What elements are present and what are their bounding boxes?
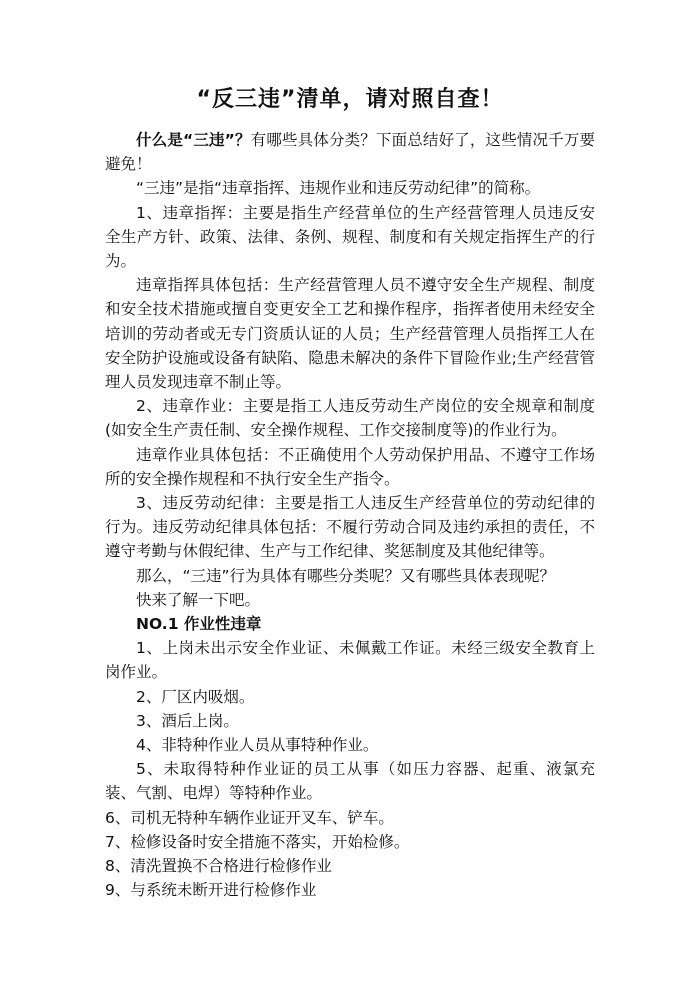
page-title: “反三违”清单，请对照自查！ (196, 87, 504, 112)
list-item: 2、厂区内吸烟。 (136, 687, 255, 706)
document-body (105, 128, 595, 903)
question-paragraph: 那么，“三违”行为具体有哪些分类呢？又有哪些具体表现呢？ (136, 566, 556, 585)
item2-detail-paragraph: 违章作业具体包括：不正确使用个人劳动保护用品、不遵守工作场所的安全操作规程和不执行安全生产指令。 (105, 445, 595, 488)
list-item: 9、与系统未断开进行检修作业 (105, 881, 317, 900)
intro-lead: 什么是“三违”？ (136, 131, 251, 149)
section-heading: NO.1 作业性违章 (136, 615, 262, 634)
intro-rest: 有哪些具体分类？下面总结好了，这些情况千万要避免！ (105, 131, 595, 174)
list-item: 7、检修设备时安全措施不落实，开始检修。 (105, 832, 410, 851)
list-item: 3、酒后上岗。 (136, 711, 239, 730)
prompt-paragraph: 快来了解一下吧。 (136, 590, 261, 609)
item1-paragraph: 1、违章指挥：主要是指生产经营单位的生产经营管理人员违反安全生产方针、政策、法律、条例、规程、制度和有关规定指挥生产的行为。 (105, 203, 595, 271)
intro-paragraph (105, 128, 595, 176)
definition-paragraph: “三违”是指“违章指挥、违规作业和违反劳动纪律”的简称。 (136, 179, 541, 198)
item1-detail-paragraph: 违章指挥具体包括：生产经营管理人员不遵守安全生产规程、制度和安全技术措施或擅自变更安全工艺和操作程序，指挥者使用未经安全培训的劳动者或无专门资质认证的人员；生产经营管理人员指挥工人在安全防护设施或设备有缺陷、隐患未解决的条件下冒险作业;生产经营管理人员发现违章不制止等。 (105, 276, 595, 392)
item2-paragraph: 2、违章作业：主要是指工人违反劳动生产岗位的安全规章和制度(如安全生产责任制、安全操作规程、工作交接制度等)的作业行为。 (105, 397, 595, 440)
list-item: 8、清洗置换不合格进行检修作业 (105, 857, 332, 876)
list-item: 5、未取得特种作业证的员工从事（如压力容器、起重、液氯充装、气割、电焊）等特种作业。 (105, 760, 595, 803)
list-item: 6、司机无特种车辆作业证开叉车、铲车。 (105, 808, 394, 827)
item3-paragraph: 3、违反劳动纪律：主要是指工人违反生产经营单位的劳动纪律的行为。违反劳动纪律具体包括：不履行劳动合同及违约承担的责任，不遵守考勤与休假纪律、生产与工作纪律、奖惩制度及其他纪律等。 (105, 494, 595, 561)
list-item: 4、非特种作业人员从事特种作业。 (136, 736, 379, 755)
list-item: 1、上岗未出示安全作业证、未佩戴工作证。未经三级安全教育上岗作业。 (105, 639, 595, 682)
